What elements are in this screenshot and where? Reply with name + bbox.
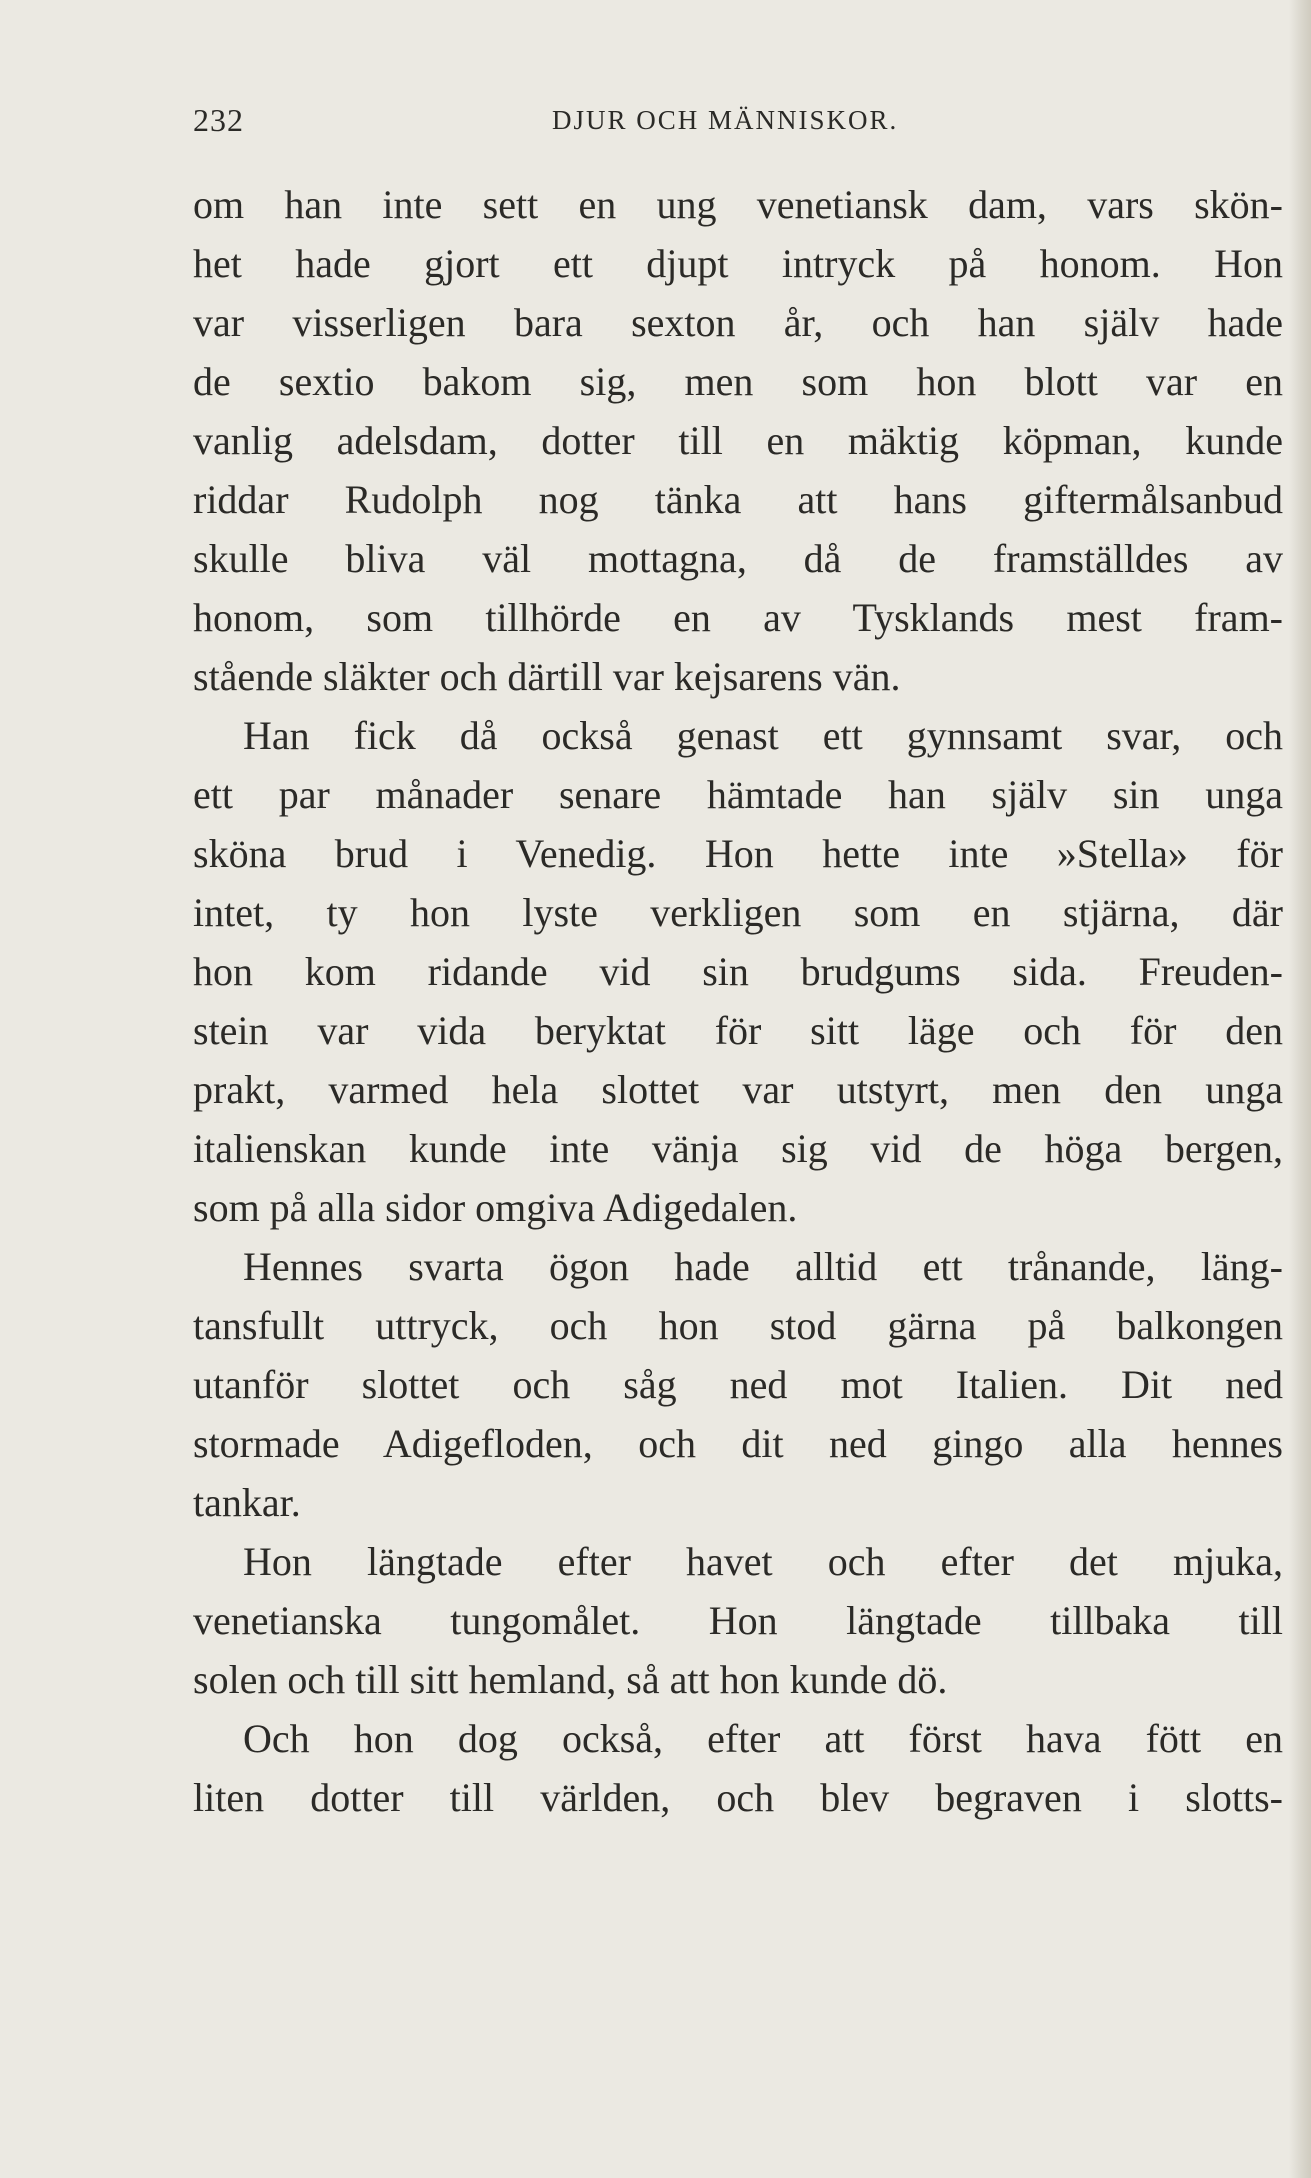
- page-edge-shadow: [1289, 0, 1311, 2178]
- text-line: om han inte sett en ung venetiansk dam, vars skön-: [193, 182, 1283, 227]
- page-header: [193, 100, 1283, 140]
- page-number: 232: [193, 102, 244, 138]
- text-line: tansfullt uttryck, och hon stod gärna på balkongen: [193, 1303, 1283, 1348]
- text-line: intet, ty hon lyste verkligen som en stjärna, där: [193, 890, 1283, 935]
- text-line: stående släkter och därtill var kejsarens vän.: [193, 654, 901, 699]
- text-line: solen och till sitt hemland, så att hon kunde dö.: [193, 1657, 948, 1702]
- text-line: tankar.: [193, 1480, 301, 1525]
- text-line: riddar Rudolph nog tänka att hans giftermålsanbud: [193, 477, 1283, 522]
- text-line: som på alla sidor omgiva Adigedalen.: [193, 1185, 798, 1230]
- running-head: DJUR OCH MÄNNISKOR.: [552, 105, 899, 135]
- text-line: liten dotter till världen, och blev begraven i slotts-: [193, 1775, 1283, 1820]
- text-line: de sextio bakom sig, men som hon blott var en: [193, 359, 1283, 404]
- text-line: sköna brud i Venedig. Hon hette inte »Stella» för: [193, 831, 1283, 876]
- paragraph-start-line: Hon längtade efter havet och efter det mjuka,: [243, 1539, 1283, 1584]
- paragraph-start-line: Hennes svarta ögon hade alltid ett trånande, läng-: [243, 1244, 1283, 1289]
- text-line: var visserligen bara sexton år, och han själv hade: [193, 300, 1283, 345]
- paragraph-start-line: Och hon dog också, efter att först hava fött en: [243, 1716, 1283, 1761]
- text-line: vanlig adelsdam, dotter till en mäktig köpman, kunde: [193, 418, 1283, 463]
- text-line: honom, som tillhörde en av Tysklands mest fram-: [193, 595, 1283, 640]
- text-line: het hade gjort ett djupt intryck på honom. Hon: [193, 241, 1283, 286]
- text-line: italienskan kunde inte vänja sig vid de höga bergen,: [193, 1126, 1283, 1171]
- text-line: ett par månader senare hämtade han själv sin unga: [193, 772, 1283, 817]
- paragraph-start-line: Han fick då också genast ett gynnsamt svar, och: [243, 713, 1283, 758]
- text-line: utanför slottet och såg ned mot Italien. Dit ned: [193, 1362, 1283, 1407]
- text-line: stein var vida beryktat för sitt läge och för den: [193, 1008, 1283, 1053]
- text-line: prakt, varmed hela slottet var utstyrt, men den unga: [193, 1067, 1283, 1112]
- text-line: hon kom ridande vid sin brudgums sida. Freuden-: [193, 949, 1283, 994]
- text-line: stormade Adigefloden, och dit ned gingo alla hennes: [193, 1421, 1283, 1466]
- text-line: venetianska tungomålet. Hon längtade tillbaka till: [193, 1598, 1283, 1643]
- text-line: skulle bliva väl mottagna, då de framställdes av: [193, 536, 1283, 581]
- body-text: [193, 175, 1283, 1827]
